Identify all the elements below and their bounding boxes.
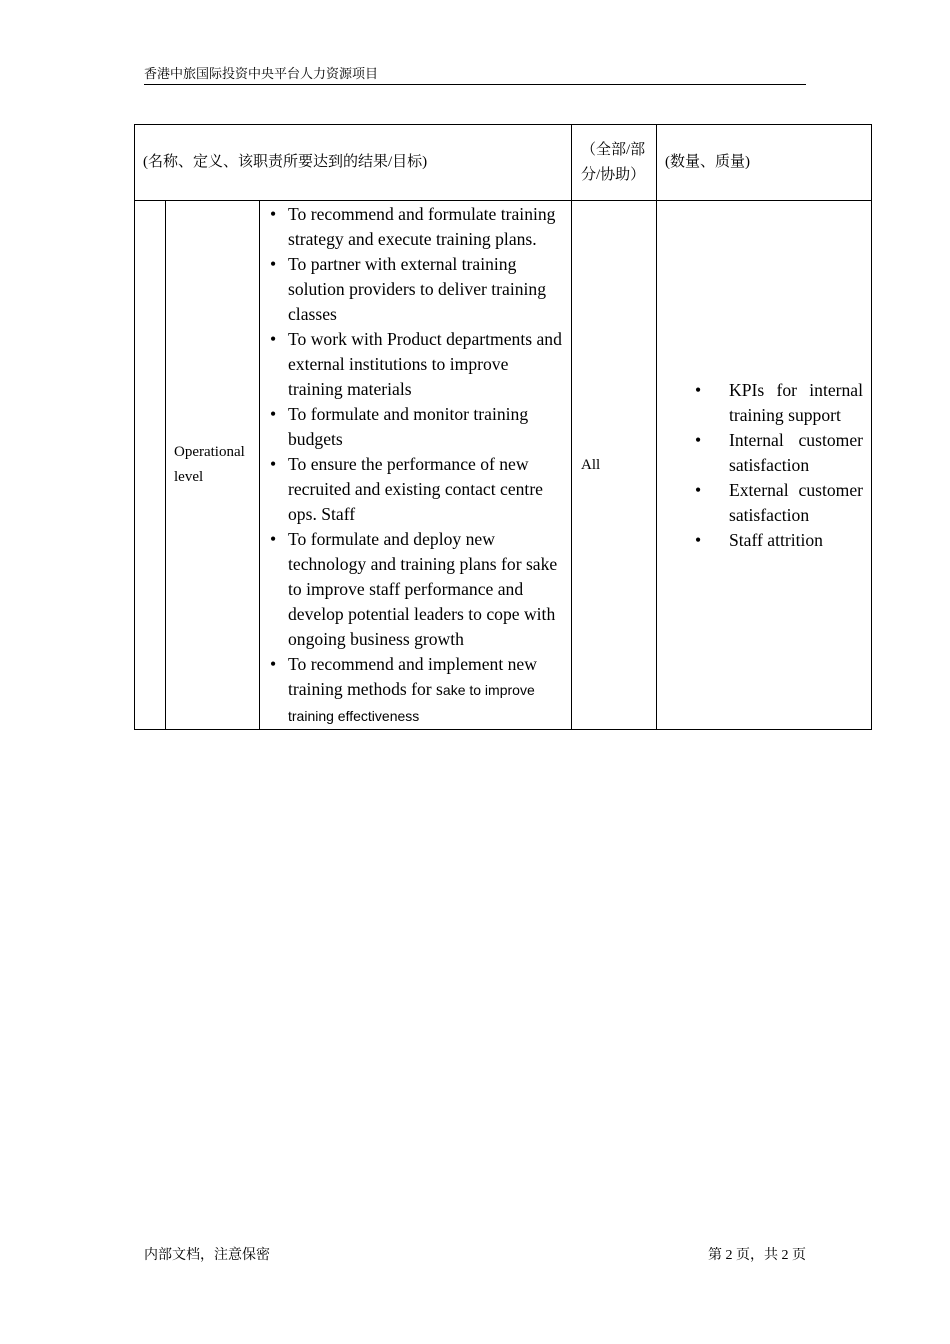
list-item: • Staff attrition: [729, 528, 863, 553]
list-item: • To formulate and monitor training budgets: [288, 402, 565, 452]
list-item: • To recommend and formulate training strategy and execute training plans.: [288, 202, 565, 252]
list-item: • To ensure the performance of new recruited and existing contact centre ops. Staff: [288, 452, 565, 527]
list-item: • To formulate and deploy new technology and training plans for sake to improve staff performance and develop potential leaders to cope with ongoing business growth: [288, 527, 565, 652]
list-item: • To work with Product departments and external institutions to improve training materials: [288, 327, 565, 402]
list-item: • To partner with external training solution providers to deliver training classes: [288, 252, 565, 327]
scope-cell: All: [572, 201, 657, 730]
index-cell: [135, 201, 166, 730]
list-item: • To recommend and implement new training methods for sake to improve training effectiveness: [288, 652, 565, 729]
footer-confidential: 内部文档，注意保密: [144, 1248, 270, 1263]
duty-column-header: (名称、定义、该职责所要达到的结果/目标): [135, 125, 572, 201]
table-header-row: [135, 125, 872, 201]
kpi-cell: [657, 201, 872, 730]
list-item: • KPIs for internal training support: [729, 378, 863, 428]
metrics-column-header: (数量、质量): [657, 125, 872, 201]
list-item: • External customer satisfaction: [729, 478, 863, 528]
header-title: 香港中旅国际投资中央平台人力资源项目: [144, 66, 379, 81]
level-cell: Operational level: [166, 201, 260, 730]
footer-page-number: 第 2 页，共 2 页: [708, 1248, 806, 1263]
tasks-cell: [260, 201, 572, 730]
list-item: • Internal customer satisfaction: [729, 428, 863, 478]
kpi-list: [693, 378, 863, 553]
duties-table: [134, 124, 872, 730]
task-list: [266, 202, 565, 729]
scope-column-header: （全部/部分/协助）: [572, 125, 657, 201]
table-row: [135, 201, 872, 730]
page-header: [144, 66, 806, 85]
